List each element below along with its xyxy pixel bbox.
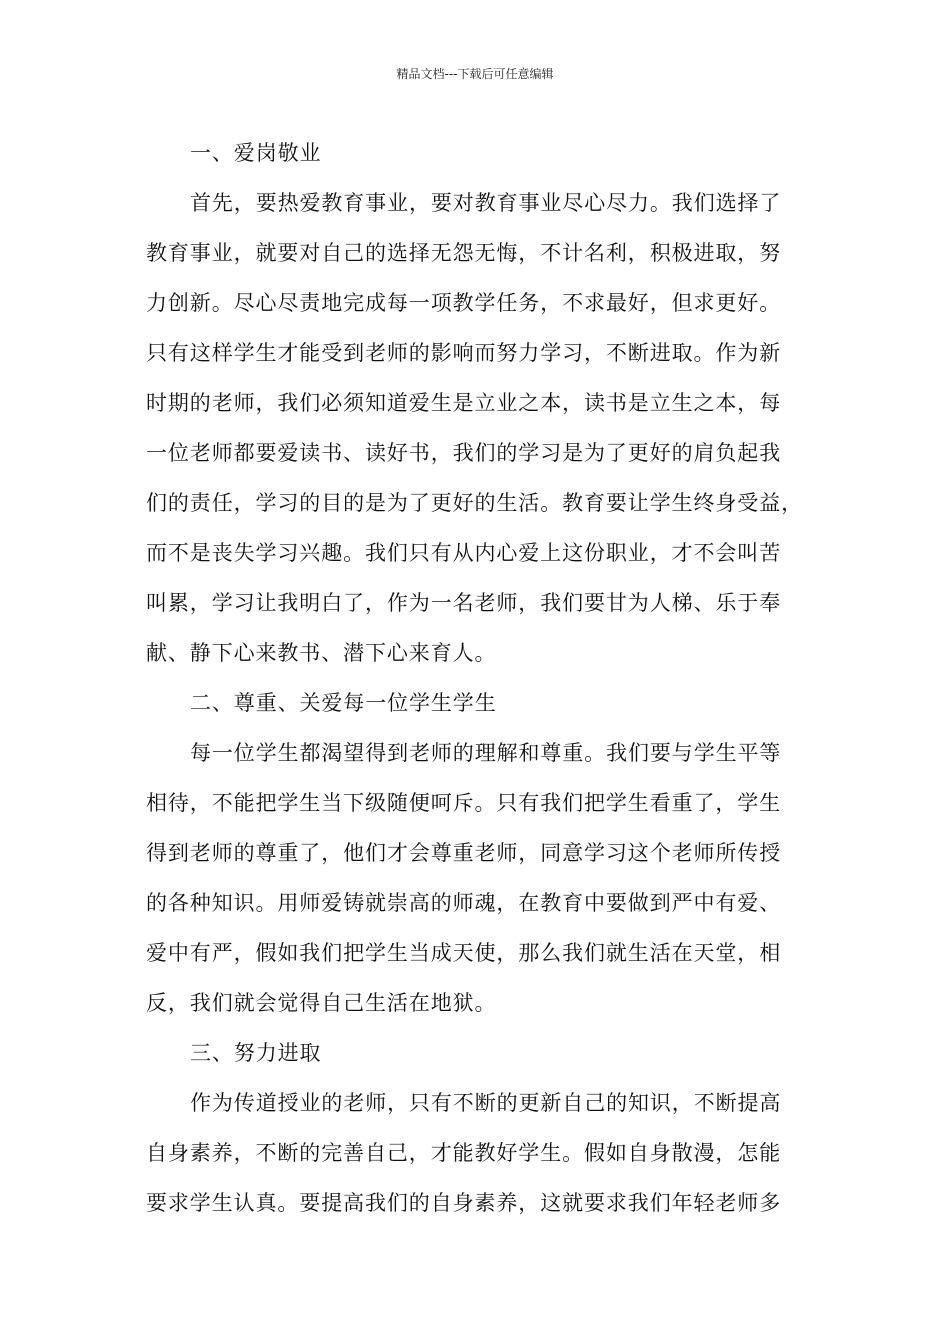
- paragraph-line: 一位老师都要爱读书、读好书，我们的学习是为了更好的肩负起我: [146, 441, 782, 465]
- section-heading-1: 一、爱岗敬业: [190, 141, 322, 165]
- paragraph-line: 的各种知识。用师爱铸就崇高的师魂，在教育中要做到严中有爱、: [146, 891, 782, 915]
- paragraph-line: 首先，要热爱教育事业，要对教育事业尽心尽力。我们选择了: [190, 191, 782, 215]
- section-heading-2: 二、尊重、关爱每一位学生学生: [190, 691, 497, 715]
- paragraph-line: 反，我们就会觉得自己生活在地狱。: [146, 991, 497, 1015]
- paragraph-line: 作为传道授业的老师，只有不断的更新自己的知识，不断提高: [190, 1091, 782, 1115]
- paragraph-line: 只有这样学生才能受到老师的影响而努力学习，不断进取。作为新: [146, 341, 782, 365]
- paragraph-line: 们的责任，学习的目的是为了更好的生活。教育要让学生终身受益，: [146, 491, 803, 515]
- paragraph-line: 爱中有严，假如我们把学生当成天使，那么我们就生活在天堂，相: [146, 941, 782, 965]
- paragraph-line: 每一位学生都渴望得到老师的理解和尊重。我们要与学生平等: [190, 741, 782, 765]
- section-heading-3: 三、努力进取: [190, 1041, 322, 1065]
- paragraph-line: 叫累，学习让我明白了，作为一名老师，我们要甘为人梯、乐于奉: [146, 591, 782, 615]
- page-header: 精品文档---下载后可任意编辑: [396, 67, 554, 81]
- paragraph-line: 相待，不能把学生当下级随便呵斥。只有我们把学生看重了，学生: [146, 791, 782, 815]
- document-body: [146, 128, 826, 1228]
- paragraph-line: 自身素养，不断的完善自己，才能教好学生。假如自身散漫，怎能: [146, 1141, 782, 1165]
- paragraph-line: 得到老师的尊重了，他们才会尊重老师，同意学习这个老师所传授: [146, 841, 782, 865]
- paragraph-line: 教育事业，就要对自己的选择无怨无悔，不计名利，积极进取，努: [146, 241, 782, 265]
- paragraph-line: 时期的老师，我们必须知道爱生是立业之本，读书是立生之本，每: [146, 391, 782, 415]
- paragraph-line: 献、静下心来教书、潜下心来育人。: [146, 641, 497, 665]
- paragraph-line: 力创新。尽心尽责地完成每一项教学任务，不求最好，但求更好。: [146, 291, 782, 315]
- paragraph-line: 要求学生认真。要提高我们的自身素养，这就要求我们年轻老师多: [146, 1191, 782, 1215]
- paragraph-line: 而不是丧失学习兴趣。我们只有从内心爱上这份职业，才不会叫苦: [146, 541, 782, 565]
